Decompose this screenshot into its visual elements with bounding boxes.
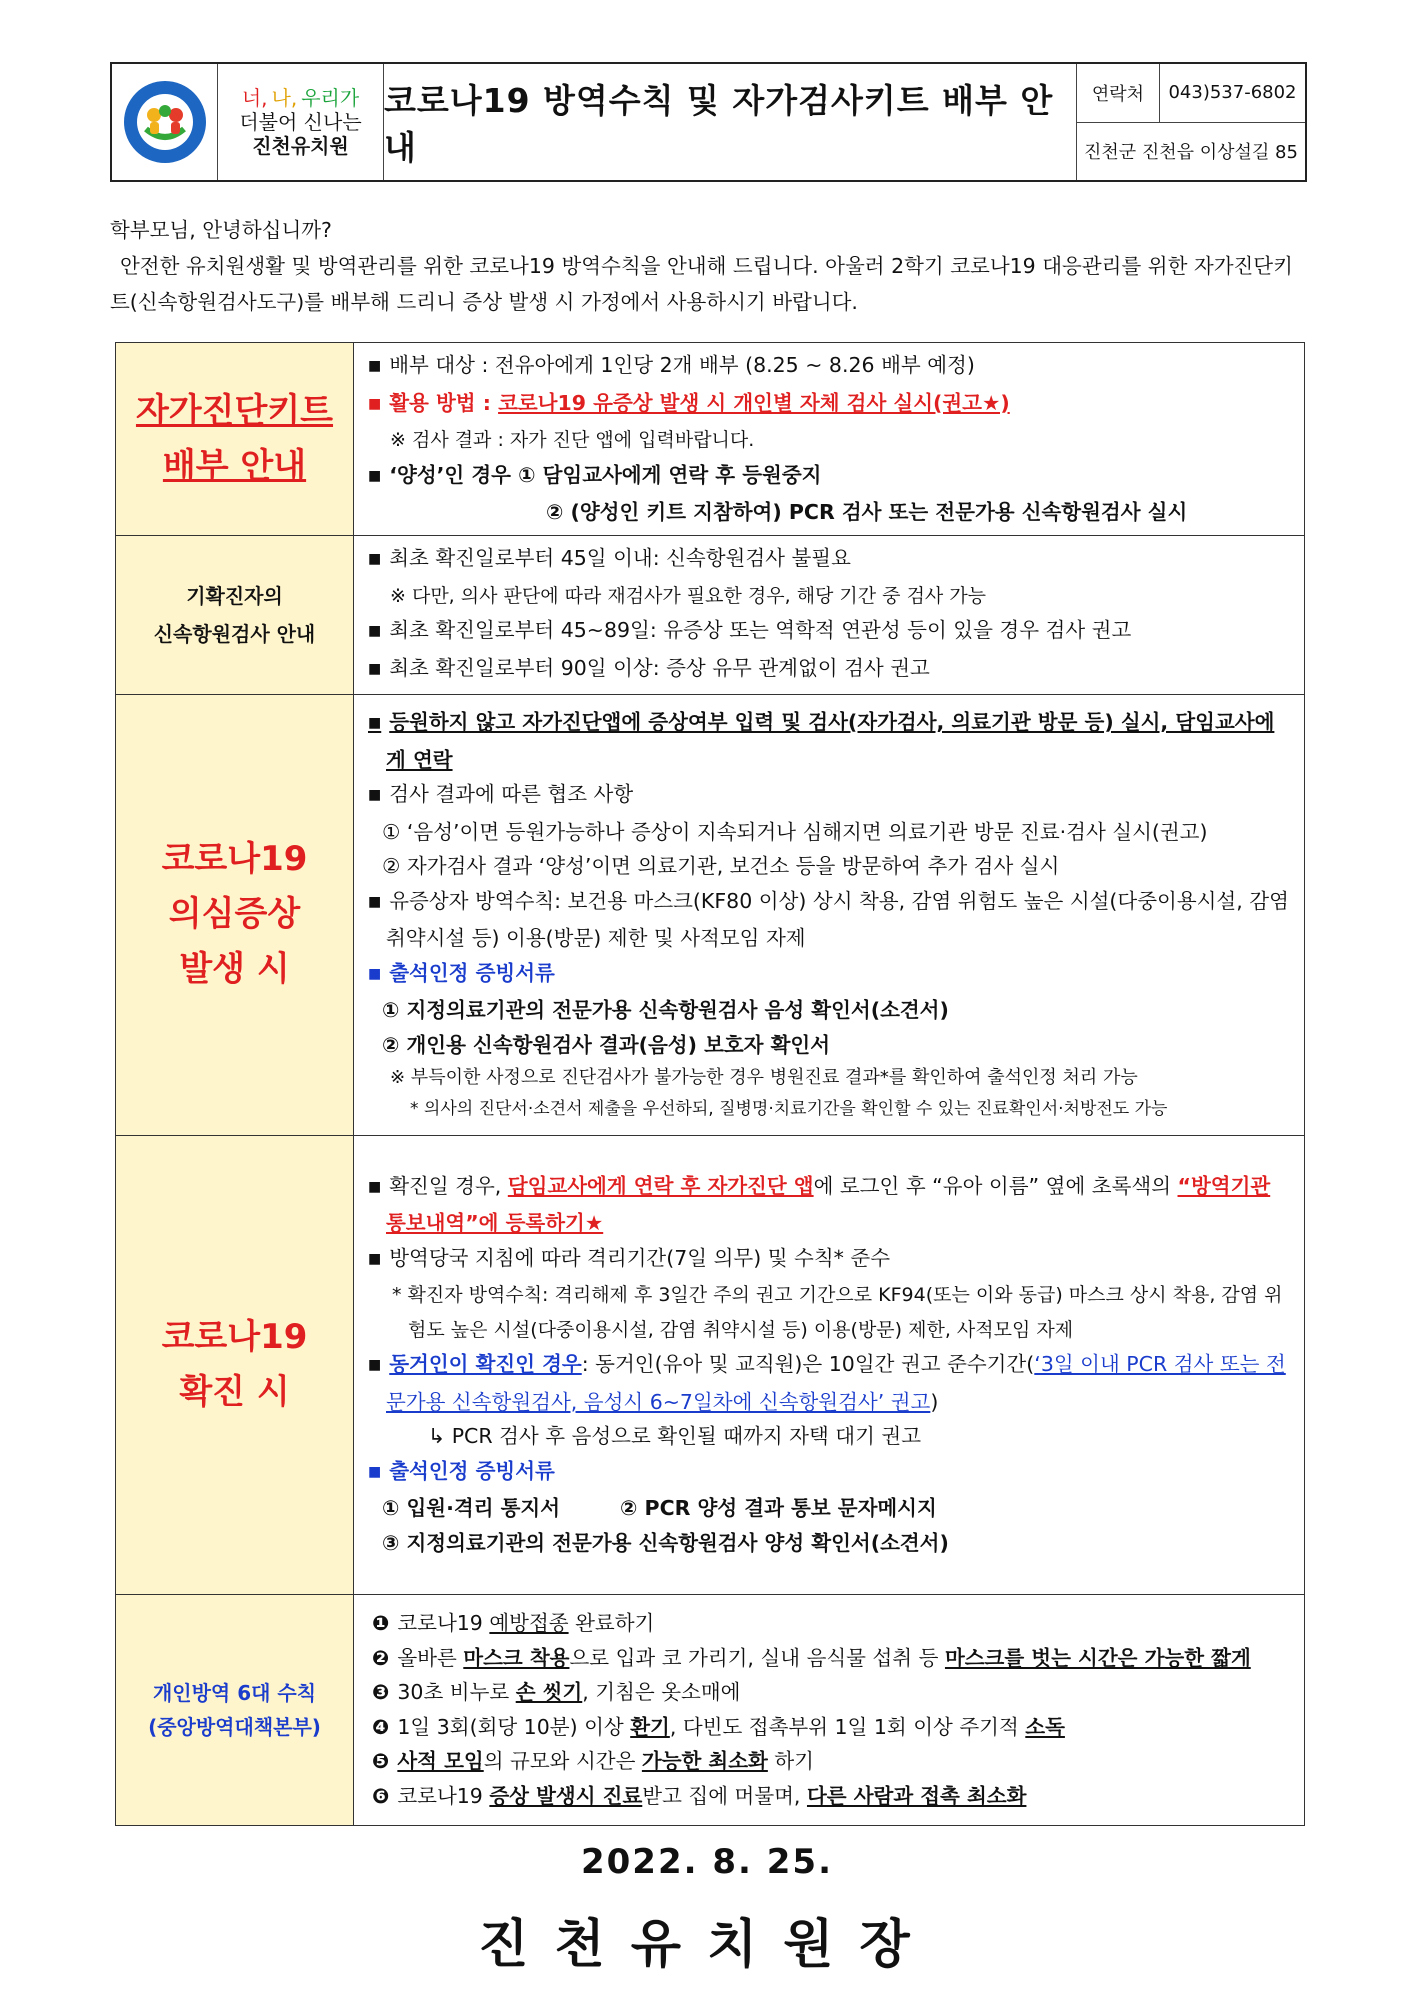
symptom-doc-2: ② 개인용 신속항원검사 결과(음성) 보호자 확인서: [382, 1032, 831, 1057]
greeting: 학부모님, 안녕하십니까?: [110, 218, 332, 242]
slogan-word-2: 나,: [271, 86, 298, 110]
slogan-word-1: 너,: [241, 86, 268, 110]
symptom-case-2: ② 자가검사 결과 ‘양성’이면 의료기관, 보건소 등을 방문하여 추가 검사 실시: [382, 854, 1060, 878]
symptom-line-2: ■ 검사 결과에 따른 협조 사항: [368, 777, 1292, 815]
symptom-label-1: 코로나19: [161, 839, 308, 879]
slogan-cell: [218, 64, 384, 180]
confirmed-label-2: 확진 시: [179, 1371, 290, 1412]
kit-label-1: 자가진단키트: [135, 390, 334, 431]
section-symptom-content: [354, 694, 1305, 1135]
school-name: 진천유치원: [252, 134, 349, 158]
symptom-note-1: ※ 부득이한 사정으로 진단검사가 불가능한 경우 병원진료 결과*를 확인하여 출석인정 처리 가능: [390, 1067, 1138, 1088]
contact-label: 연락처: [1077, 64, 1160, 122]
section-kit: [116, 343, 1305, 536]
symptom-line-1: ■ 등원하지 않고 자가진단앱에 증상여부 입력 및 검사(자가검사, 의료기관 방문 등) 실시, 담임교사에게 연락: [368, 705, 1292, 777]
prior-line-3: ■ 최초 확진일로부터 90일 이상: 증상 유무 관계없이 검사 권고: [368, 651, 1292, 689]
kit-line-2: ■ 활용 방법 : 코로나19 유증상 발생 시 개인별 자체 검사 실시(권고★): [368, 386, 1292, 424]
section-six-label: [116, 1594, 354, 1825]
symptom-label-2: 의심증상: [168, 894, 301, 934]
symptom-label-3: 발생 시: [179, 949, 290, 989]
kit-label-2: 배부 안내: [162, 445, 307, 486]
contact-cell: [1077, 64, 1305, 180]
slogan-line-2: 더불어 신나는: [239, 110, 362, 134]
confirmed-doc-3: ③ 지정의료기관의 전문가용 신속항원검사 양성 확인서(소견서): [382, 1530, 949, 1555]
section-prior: [116, 535, 1305, 694]
contact-address: 진천군 진천읍 이상설길 85: [1084, 142, 1298, 164]
rule-4: ❹ 1일 3회(회당 10분) 이상 환기, 다빈도 접촉부위 1일 1회 이상 주기적 소독: [372, 1714, 1065, 1739]
document-title: 코로나19 방역수칙 및 자가검사키트 배부 안내: [384, 64, 1077, 180]
symptom-doc-1: ① 지정의료기관의 전문가용 신속항원검사 음성 확인서(소견서): [382, 998, 949, 1022]
confirmed-line-2: ■ 방역당국 지침에 따라 격리기간(7일 의무) 및 수칙* 준수: [368, 1241, 1292, 1279]
confirmed-label-1: 코로나19: [161, 1316, 308, 1357]
issue-date: 2022. 8. 25.: [580, 1842, 834, 1882]
rule-5: ❺ 사적 모임의 규모와 시간은 가능한 최소화 하기: [372, 1749, 814, 1773]
signature: 진천유치원장: [478, 1915, 936, 1975]
contact-phone: 043)537-6802: [1168, 82, 1297, 104]
kindergarten-logo-icon: [122, 79, 208, 165]
confirmed-line-4: ↳ PCR 검사 후 음성으로 확인될 때까지 자택 대기 권고: [428, 1424, 921, 1449]
prior-label-2: 신속항원검사 안내: [153, 621, 316, 646]
slogan-word-3: 우리가: [301, 86, 360, 110]
section-confirmed-label: [116, 1135, 354, 1594]
kit-line-1: ■ 배부 대상 : 전유아에게 1인당 2개 배부 (8.25 ~ 8.26 배부 예정): [368, 348, 1292, 386]
section-six-content: [354, 1594, 1305, 1825]
section-prior-label: [116, 535, 354, 694]
section-six-rules: [116, 1594, 1305, 1825]
rule-3: ❸ 30초 비누로 손 씻기, 기침은 옷소매에: [372, 1680, 741, 1704]
confirmed-note-1: * 확진자 방역수칙: 격리해제 후 3일간 주의 권고 기간으로 KF94(또는 이와 동급) 마스크 상시 착용, 감염 위험도 높은 시설(다중이용시설, 감염 취약시설 등) 이용(방문) 제한, 사적모임 자제: [392, 1284, 1283, 1341]
rule-1: ❶ 코로나19 예방접종 완료하기: [372, 1611, 655, 1635]
section-prior-content: [354, 535, 1305, 694]
symptom-case-1: ① ‘음성’이면 등원가능하나 증상이 지속되거나 심해지면 의료기관 방문 진료·검사 실시(권고): [382, 819, 1208, 844]
kit-note: ※ 검사 결과 : 자가 진단 앱에 입력바랍니다.: [390, 429, 755, 451]
prior-line-1: ■ 최초 확진일로부터 45일 이내: 신속항원검사 불필요: [368, 541, 1292, 579]
prior-line-2: ■ 최초 확진일로부터 45~89일: 유증상 또는 역학적 연관성 등이 있을 경우 검사 권고: [368, 613, 1292, 651]
guidance-table: [115, 342, 1305, 1826]
symptom-line-4: ■ 출석인정 증빙서류: [368, 956, 1292, 994]
kit-line-3: ■ ‘양성’인 경우 ① 담임교사에게 연락 후 등원중지: [368, 458, 1292, 496]
confirmed-line-1: ■ 확진일 경우, 담임교사에게 연락 후 자가진단 앱에 로그인 후 “유아 이름” 옆에 초록색의 “방역기관 통보내역”에 등록하기★: [368, 1169, 1292, 1241]
intro: [110, 212, 1310, 320]
prior-note: ※ 다만, 의사 판단에 따라 재검사가 필요한 경우, 해당 기간 중 검사 가능: [390, 584, 987, 607]
section-confirmed-content: [354, 1135, 1305, 1594]
confirmed-docs-row-1: ① 입원·격리 통지서 ② PCR 양성 결과 통보 문자메시지: [382, 1496, 937, 1521]
contact-phone-row: [1077, 64, 1305, 123]
rule-2: ❷ 올바른 마스크 착용으로 입과 코 가리기, 실내 음식물 섭취 등 마스크를 벗는 시간은 가능한 짧게: [372, 1645, 1251, 1670]
section-confirmed: [116, 1135, 1305, 1594]
slogan-line-1: [240, 86, 361, 110]
document-header: [110, 62, 1307, 182]
intro-body: 안전한 유치원생활 및 방역관리를 위한 코로나19 방역수칙을 안내해 드립니다. 아울러 2학기 코로나19 대응관리를 위한 자가진단키트(신속항원검사도구)를 배부해 드리니 증상 발생 시 가정에서 사용하시기 바랍니다.: [110, 254, 1293, 314]
confirmed-line-5: ■ 출석인정 증빙서류: [368, 1454, 1292, 1492]
kit-line-4: ② (양성인 키트 지참하여) PCR 검사 또는 전문가용 신속항원검사 실시: [546, 500, 1188, 524]
section-symptom: [116, 694, 1305, 1135]
six-label-2: (중앙방역대책본부): [148, 1714, 321, 1739]
prior-label-1: 기확진자의: [186, 583, 283, 608]
six-label-1: 개인방역 6대 수칙: [152, 1680, 317, 1705]
confirmed-line-3: ■ 동거인이 확진인 경우: 동거인(유아 및 교직원)은 10일간 권고 준수기간(‘3일 이내 PCR 검사 또는 전문가용 신속항원검사, 음성시 6~7일차에 신속항원검사’ 권고): [368, 1347, 1292, 1419]
symptom-line-3: ■ 유증상자 방역수칙: 보건용 마스크(KF80 이상) 상시 착용, 감염 위험도 높은 시설(다중이용시설, 감염 취약시설 등) 이용(방문) 제한 및 사적모임 자제: [368, 884, 1292, 956]
rule-6: ❻ 코로나19 증상 발생시 진료받고 집에 머물며, 다른 사람과 접촉 최소화: [372, 1783, 1027, 1808]
section-kit-label: [116, 343, 354, 536]
logo-cell: [112, 64, 218, 180]
section-kit-content: [354, 343, 1305, 536]
section-symptom-label: [116, 694, 354, 1135]
symptom-note-2: * 의사의 진단서·소견서 제출을 우선하되, 질병명·치료기간을 확인할 수 있는 진료확인서·처방전도 가능: [410, 1099, 1168, 1119]
